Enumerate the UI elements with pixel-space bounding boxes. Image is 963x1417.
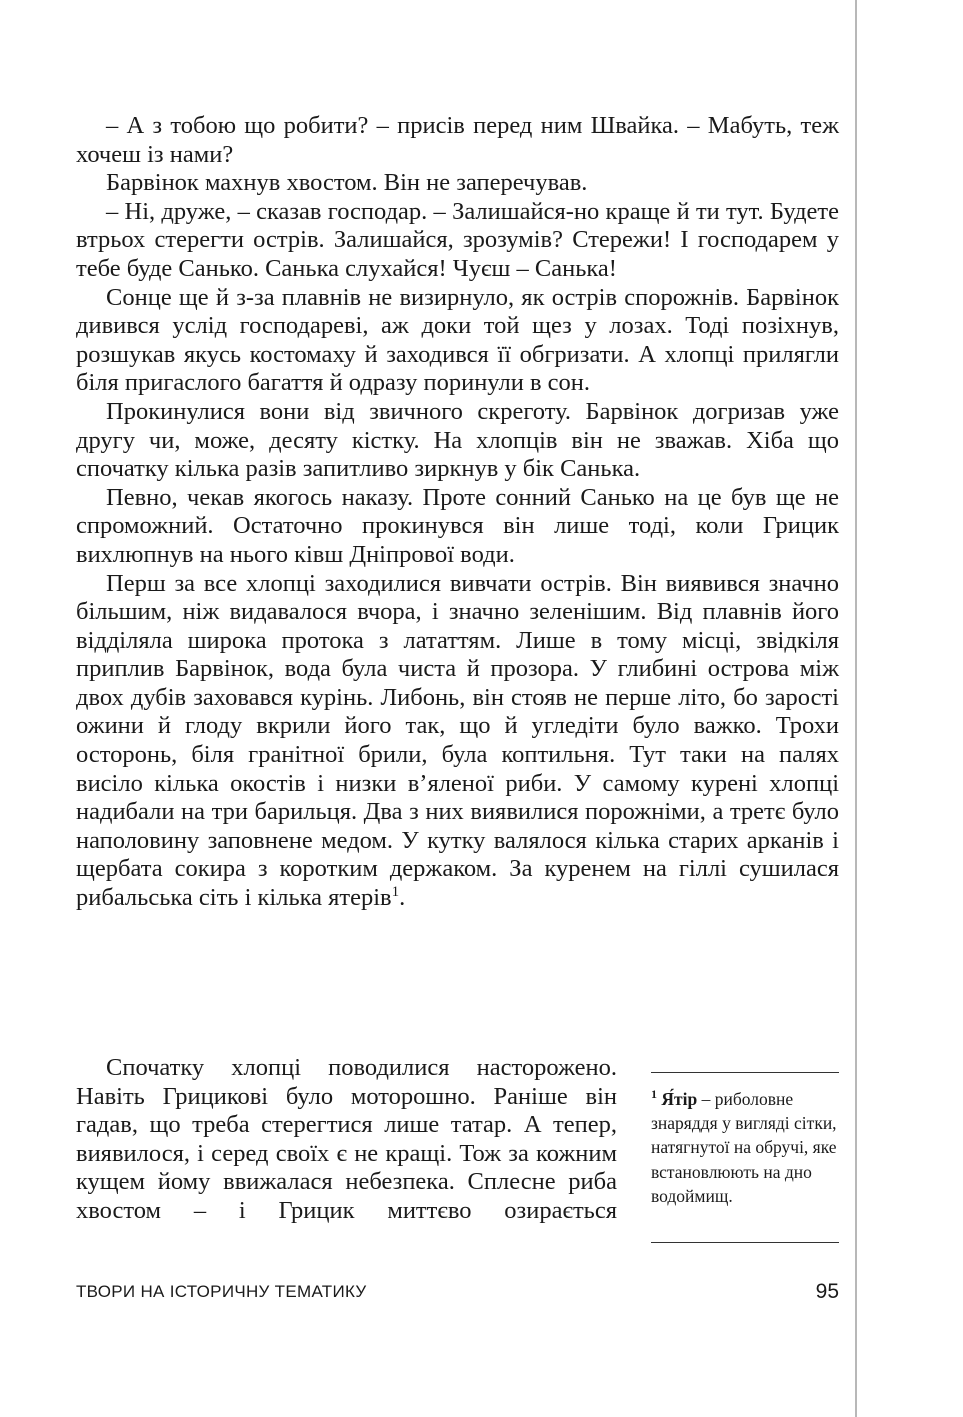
page-edge-divider — [855, 0, 857, 1417]
paragraph: – А з тобою що робити? – присів перед ним Швайка. – Мабуть, теж хочеш із нами? — [76, 112, 839, 168]
page-number: 95 — [815, 1280, 839, 1303]
body-text-narrow — [76, 1054, 617, 1226]
paragraph: Певно, чекав якогось наказу. Проте сонний Санько на це був ще не спроможний. Остаточно прокинувся він лише тоді, коли Грицик вихлюпнув на нього ківш Дніпрової води. — [76, 483, 839, 568]
paragraph: Спочатку хлопці поводилися насторожено. Навіть Грицикові було моторошно. Раніше він гадав, що треба стерегтися лише татар. А тепер, виявилося, і серед своїх є не кращі. Тож за кожним кущем йому ввижалася небезпека. Сплесне риба хвостом – і Грицик миттєво озирається — [76, 1054, 617, 1224]
footnote-term: Я́тір — [661, 1089, 698, 1109]
body-text — [76, 112, 839, 913]
footnote-definition: – риболовне знаряддя у вигляді сітки, натягнутої на обручі, яке встановлюють на дно водоймищ. — [651, 1089, 837, 1206]
paragraph: Прокинулися вони від звичного скреготу. Барвінок догризав уже другу чи, може, десяту кістку. На хлопців він не зважав. Хіба що спочатку кілька разів запитливо зиркнув у бік Санька. — [76, 397, 839, 483]
paragraph-with-footnote: Перш за все хлопці заходилися вивчати острів. Він виявився значно більшим, ніж видавалося вчора, і значно зеленішим. Від плавнів його відділяла широка протока з лататтям. Лише в тому місці, звідкіля приплив Барвінок, вода була чиста й прозора. У глибині острова між двох дубів заховався курінь. Либонь, він стояв не перше літо, бо зарості ожини й глоду вкрили його так, що й угледіти було важко. Трохи осторонь, біля гранітної брили, була коптильня. Тут таки на палях висіло кілька окостів і низки в’яленої риби. У самому курені хлопці надибали на три барильця. Два з них виявилися порожніми, а третє було наполовину заповнене медом. У кутку валялося кілька старих арканів і щербата сокира з коротким держаком. За куренем на гіллі сушилася рибальська сіть і кілька ятерів$^1$. — [76, 569, 839, 912]
footnote — [651, 1072, 839, 1243]
footnote-number: 1 — [651, 1087, 657, 1102]
paragraph: – Ні, друже, – сказав господар. – Залишайся-но краще й ти тут. Будете втрьох стерегти острів. Залишайся, зрозумів? Стережи! І господарем у тебе буде Санько. Санька слухайся! Чуєш – Санька! — [76, 197, 839, 282]
paragraph: Барвінок махнув хвостом. Він не заперечував. — [106, 169, 588, 197]
footnote-text — [651, 1087, 839, 1208]
footer-section-title: ТВОРИ НА ІСТОРИЧНУ ТЕМАТИКУ — [76, 1282, 367, 1301]
paragraph-text: Перш за все хлопці заходилися вивчати острів. Він виявився значно більшим, ніж видавалося вчора, і значно зеленішим. Від плавнів його відділяла широка протока з лататтям. Лише в тому місці, звідкіля приплив Барвінок, вода була чиста й прозора. У глибині острова між двох дубів заховався курінь. Либонь, він стояв не перше літо, бо зарості ожини й глоду вкрили його так, що й угледіти було важко. Трохи осторонь, біля гранітної брили, була коптильня. Тут таки на палях висіло кілька окостів і низки в’яленої риби. У самому курені хлопці надибали на три барильця. Два з них виявилися порожніми, а третє було наполовину заповнене медом. У кутку валялося кілька старих арканів і щербата сокира з коротким держаком. За куренем на гіллі сушилася рибальська сіть і кілька ятерів — [76, 569, 839, 912]
footnote-marker[interactable]: 1 — [391, 883, 400, 900]
paragraph: Сонце ще й з-за плавнів не визирнуло, як острів спорожнів. Барвінок дивився услід господареві, аж доки той щез у лозах. Тоді позіхнув, розшукав якусь костомаху й заходився її обгризати. А хлопці прилягли біля пригаслого багаття й одразу поринули в сон. — [76, 283, 839, 397]
